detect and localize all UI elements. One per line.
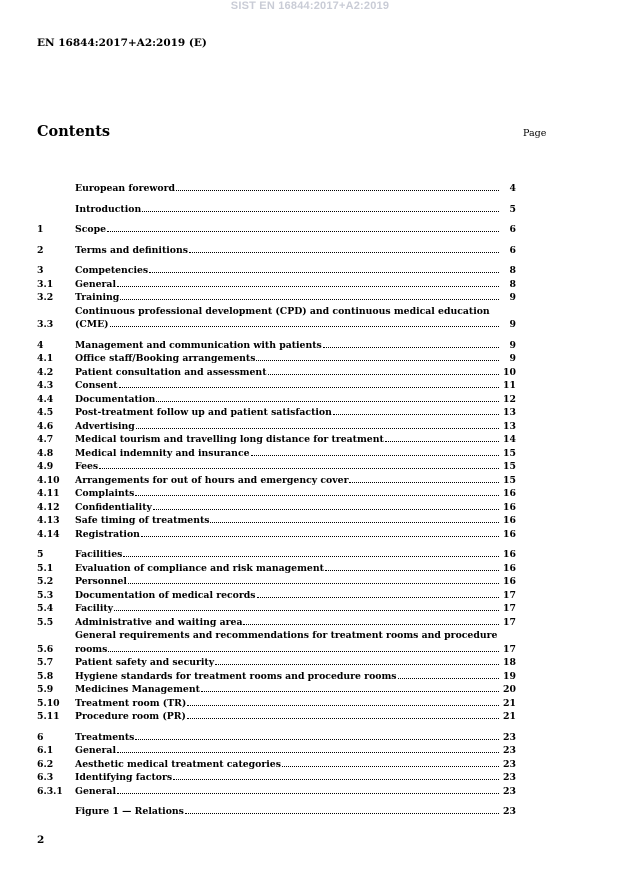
toc-entry-title: (CME) [75, 319, 109, 330]
toc-entry-page: 23 [503, 772, 516, 783]
toc-entry-number: 4.6 [37, 420, 54, 432]
toc-leader-dots [135, 495, 499, 496]
toc-entry-number: 4.14 [37, 528, 60, 540]
toc-entry-title: Arrangements for out of hours and emergency cover [75, 474, 349, 486]
toc-entry-page: 13 [503, 407, 516, 418]
toc-entry-title: Advertising [75, 420, 135, 432]
toc-entry-page: 20 [503, 684, 516, 695]
toc-leader-dots [153, 509, 499, 510]
toc-entry[interactable] [37, 474, 516, 488]
toc-spacer [37, 237, 516, 244]
toc-entry-title: Competencies [75, 265, 149, 276]
toc-entry-number: 5.6 [37, 643, 54, 655]
toc-entry-title: General [75, 745, 116, 756]
toc-entry[interactable] [37, 629, 516, 656]
toc-entry-page: 23 [503, 731, 516, 743]
toc-entry[interactable] [37, 264, 516, 278]
toc-entry-number: 5.9 [37, 684, 54, 695]
toc-entry[interactable] [37, 805, 516, 819]
toc-leader-dots [385, 441, 499, 442]
toc-leader-dots [210, 522, 499, 523]
toc-spacer [37, 798, 516, 805]
toc-entry-title: Patient consultation and assessment [75, 366, 267, 378]
toc-leader-dots [119, 387, 499, 388]
toc-entry-number: 1 [37, 224, 44, 235]
toc-entry-title: Treatment room (TR) [75, 697, 187, 709]
toc-entry-number: 3.2 [37, 292, 54, 303]
toc-entry-title: Personnel [75, 576, 127, 587]
toc-entry-number: 4.5 [37, 407, 54, 418]
toc-entry[interactable] [37, 366, 516, 380]
toc-leader-dots [176, 190, 499, 191]
toc-entry[interactable] [37, 447, 516, 461]
toc-entry-title: Facility [75, 603, 114, 614]
toc-entry-page: 9 [509, 353, 516, 364]
page-column-label: Page [523, 128, 547, 139]
toc-entry[interactable] [37, 339, 516, 353]
toc-entry-page: 16 [503, 549, 516, 560]
toc-leader-dots [185, 813, 499, 814]
toc-entry[interactable] [37, 710, 516, 724]
toc-entry-number: 5.1 [37, 562, 54, 574]
toc-leader-dots [110, 326, 499, 327]
toc-leader-dots [156, 401, 499, 402]
page-number: 2 [37, 834, 45, 846]
toc-entry-number: 4 [37, 339, 44, 351]
toc-leader-dots [107, 231, 499, 232]
toc-entry-number: 4.11 [37, 488, 60, 499]
toc-entry[interactable] [37, 223, 516, 237]
toc-entry-page: 23 [503, 758, 516, 770]
toc-leader-dots [349, 482, 499, 483]
toc-leader-dots [256, 360, 499, 361]
toc-entry[interactable] [37, 182, 516, 196]
toc-entry-title: Scope [75, 224, 106, 235]
toc-entry-page: 16 [503, 501, 516, 513]
toc-entry-number: 5.4 [37, 603, 54, 614]
toc-leader-dots [108, 651, 499, 652]
toc-leader-dots [136, 428, 499, 429]
toc-entry-page: 23 [503, 745, 516, 756]
toc-entry[interactable] [37, 670, 516, 684]
toc-spacer [37, 332, 516, 339]
toc-spacer [37, 216, 516, 223]
toc-entry-title: Aesthetic medical treatment categories [75, 758, 281, 770]
toc-leader-dots [187, 705, 499, 706]
toc-entry[interactable] [37, 352, 516, 366]
toc-entry-title: General [75, 278, 116, 290]
toc-leader-dots [128, 583, 499, 584]
toc-entry-title: Terms and definitions [75, 244, 188, 256]
toc-leader-dots [243, 624, 499, 625]
toc-entry[interactable] [37, 548, 516, 562]
toc-entry-page: 16 [503, 528, 516, 540]
toc-leader-dots [333, 414, 499, 415]
toc-entry-number: 4.4 [37, 393, 54, 405]
toc-entry-number: 3.3 [37, 319, 54, 330]
toc-entry[interactable] [37, 305, 516, 332]
toc-entry-number: 6.3 [37, 772, 54, 783]
toc-entry-page: 15 [503, 447, 516, 459]
toc-entry-title: Introduction [75, 203, 142, 215]
toc-entry-number: 4.10 [37, 474, 60, 486]
toc-entry-title: Complaints [75, 488, 135, 499]
toc-entry-page: 9 [509, 339, 516, 351]
toc-entry-number: 5.3 [37, 589, 54, 601]
toc-leader-dots [189, 252, 499, 253]
toc-entry-page: 16 [503, 576, 516, 587]
toc-entry[interactable] [37, 278, 516, 292]
toc-entry-title-line1: Continuous professional development (CPD) and continuous medical education [75, 305, 490, 317]
toc-entry-number: 4.2 [37, 366, 54, 378]
toc-entry-page: 23 [503, 785, 516, 797]
toc-entry-title: Evaluation of compliance and risk management [75, 562, 324, 574]
toc-entry-title: Treatments [75, 731, 135, 743]
toc-leader-dots [142, 211, 499, 212]
toc-entry-page: 17 [503, 603, 516, 614]
toc-entry[interactable] [37, 616, 516, 630]
toc-entry[interactable] [37, 393, 516, 407]
toc-entry-title: Documentation of medical records [75, 589, 256, 601]
toc-leader-dots [323, 347, 499, 348]
toc-entry[interactable] [37, 203, 516, 217]
toc-entry-number: 6.3.1 [37, 785, 63, 797]
toc-entry-page: 13 [503, 420, 516, 432]
toc-entry-number: 4.12 [37, 501, 60, 513]
toc-entry-page: 9 [509, 292, 516, 303]
toc-entry[interactable] [37, 433, 516, 447]
table-of-contents [37, 182, 516, 819]
toc-entry-title: Registration [75, 528, 140, 540]
toc-entry-title: Figure 1 — Relations [75, 806, 184, 817]
toc-entry-number: 2 [37, 244, 44, 256]
toc-entry-page: 6 [509, 244, 516, 256]
toc-entry-number: 5 [37, 549, 44, 560]
toc-entry-title: Management and communication with patients [75, 339, 322, 351]
toc-entry-title: Training [75, 292, 120, 303]
toc-leader-dots [114, 610, 499, 611]
toc-entry-page: 17 [503, 616, 516, 628]
toc-entry-page: 4 [509, 183, 516, 194]
toc-entry-title: Fees [75, 461, 99, 472]
toc-leader-dots [173, 779, 499, 780]
toc-entry-number: 5.11 [37, 711, 60, 722]
toc-entry[interactable] [37, 771, 516, 785]
toc-entry-page: 17 [503, 643, 516, 655]
toc-entry-number: 3.1 [37, 278, 54, 290]
toc-entry-title: Patient safety and security [75, 657, 215, 668]
toc-entry-number: 4.9 [37, 461, 54, 472]
toc-entry[interactable] [37, 420, 516, 434]
toc-entry-page: 8 [509, 265, 516, 276]
toc-entry-page: 16 [503, 562, 516, 574]
toc-leader-dots [215, 664, 499, 665]
toc-entry-page: 21 [503, 711, 516, 722]
toc-entry-number: 4.8 [37, 447, 54, 459]
toc-entry-title: Hygiene standards for treatment rooms and procedure rooms [75, 670, 397, 682]
toc-entry-title: Documentation [75, 393, 156, 405]
toc-entry-number: 6.2 [37, 758, 54, 770]
toc-entry[interactable] [37, 514, 516, 528]
toc-leader-dots [149, 272, 499, 273]
toc-leader-dots [257, 597, 499, 598]
watermark: SIST EN 16844:2017+A2:2019 [230, 0, 390, 12]
toc-leader-dots [268, 374, 500, 375]
toc-entry[interactable] [37, 487, 516, 501]
toc-entry-title: Identifying factors [75, 772, 173, 783]
toc-leader-dots [117, 286, 499, 287]
toc-entry-title: Office staff/Booking arrangements [75, 353, 256, 364]
toc-entry-title: Administrative and waiting area [75, 616, 243, 628]
toc-entry-number: 5.7 [37, 657, 54, 668]
toc-entry[interactable] [37, 244, 516, 258]
toc-entry-page: 16 [503, 488, 516, 499]
toc-entry-title: Medical indemnity and insurance [75, 447, 250, 459]
toc-entry-page: 6 [509, 224, 516, 235]
toc-entry-title: Safe timing of treatments [75, 515, 210, 526]
toc-entry-page: 21 [503, 697, 516, 709]
toc-entry-page: 18 [503, 657, 516, 668]
toc-leader-dots [123, 556, 499, 557]
toc-entry-title-line1: General requirements and recommendations for treatment rooms and procedure [75, 630, 498, 641]
toc-entry-number: 4.3 [37, 380, 54, 391]
toc-leader-dots [141, 536, 499, 537]
toc-entry-number: 6.1 [37, 745, 54, 756]
toc-leader-dots [325, 570, 499, 571]
toc-entry-title: Procedure room (PR) [75, 711, 186, 722]
toc-leader-dots [187, 718, 499, 719]
toc-entry-number: 5.5 [37, 616, 54, 628]
toc-entry-page: 5 [509, 203, 516, 215]
toc-leader-dots [120, 299, 499, 300]
toc-entry-page: 23 [503, 806, 516, 817]
toc-spacer [37, 257, 516, 264]
toc-leader-dots [117, 793, 499, 794]
toc-entry[interactable] [37, 562, 516, 576]
toc-entry[interactable] [37, 589, 516, 603]
toc-entry[interactable] [37, 602, 516, 616]
toc-entry-page: 10 [503, 366, 516, 378]
toc-leader-dots [251, 455, 499, 456]
toc-leader-dots [398, 678, 499, 679]
toc-leader-dots [99, 468, 499, 469]
toc-entry-page: 17 [503, 589, 516, 601]
toc-entry-page: 14 [503, 434, 516, 445]
toc-entry[interactable] [37, 575, 516, 589]
toc-entry-number: 4.1 [37, 353, 54, 364]
toc-entry[interactable] [37, 697, 516, 711]
toc-entry-title: Confidentiality [75, 501, 152, 513]
toc-entry-number: 4.13 [37, 515, 60, 526]
toc-entry-number: 4.7 [37, 434, 54, 445]
toc-entry[interactable] [37, 406, 516, 420]
toc-entry-title: rooms [75, 643, 108, 655]
toc-entry[interactable] [37, 731, 516, 745]
toc-entry[interactable] [37, 291, 516, 305]
toc-entry-page: 11 [503, 380, 516, 391]
document-id: EN 16844:2017+A2:2019 (E) [37, 37, 207, 49]
toc-entry-page: 15 [503, 461, 516, 472]
toc-entry[interactable] [37, 501, 516, 515]
toc-entry[interactable] [37, 656, 516, 670]
toc-entry-title: Facilities [75, 549, 123, 560]
toc-entry-title: General [75, 785, 116, 797]
toc-entry-page: 15 [503, 474, 516, 486]
toc-spacer [37, 196, 516, 203]
toc-entry-title: Medical tourism and travelling long distance for treatment [75, 434, 384, 445]
toc-leader-dots [282, 766, 499, 767]
toc-entry-number: 3 [37, 265, 44, 276]
toc-spacer [37, 541, 516, 548]
toc-entry[interactable] [37, 379, 516, 393]
toc-entry-title: Post-treatment follow up and patient satisfaction [75, 407, 332, 418]
toc-entry[interactable] [37, 528, 516, 542]
toc-entry[interactable] [37, 744, 516, 758]
toc-spacer [37, 724, 516, 731]
toc-entry[interactable] [37, 785, 516, 799]
toc-entry-number: 5.8 [37, 670, 54, 682]
toc-leader-dots [201, 691, 499, 692]
contents-heading: Contents [37, 123, 111, 140]
toc-entry-page: 12 [503, 393, 516, 405]
toc-entry-page: 16 [503, 515, 516, 526]
toc-entry-number: 6 [37, 731, 44, 743]
toc-entry-title: European foreword [75, 183, 175, 194]
toc-entry-number: 5.2 [37, 576, 54, 587]
toc-leader-dots [135, 739, 499, 740]
toc-entry[interactable] [37, 460, 516, 474]
toc-entry-number: 5.10 [37, 697, 60, 709]
toc-leader-dots [117, 752, 499, 753]
toc-entry-title: Medicines Management [75, 684, 200, 695]
toc-entry-page: 19 [503, 670, 516, 682]
toc-entry[interactable] [37, 758, 516, 772]
toc-entry-page: 9 [509, 319, 516, 330]
toc-entry-title: Consent [75, 380, 118, 391]
toc-entry-page: 8 [509, 278, 516, 290]
toc-entry[interactable] [37, 683, 516, 697]
